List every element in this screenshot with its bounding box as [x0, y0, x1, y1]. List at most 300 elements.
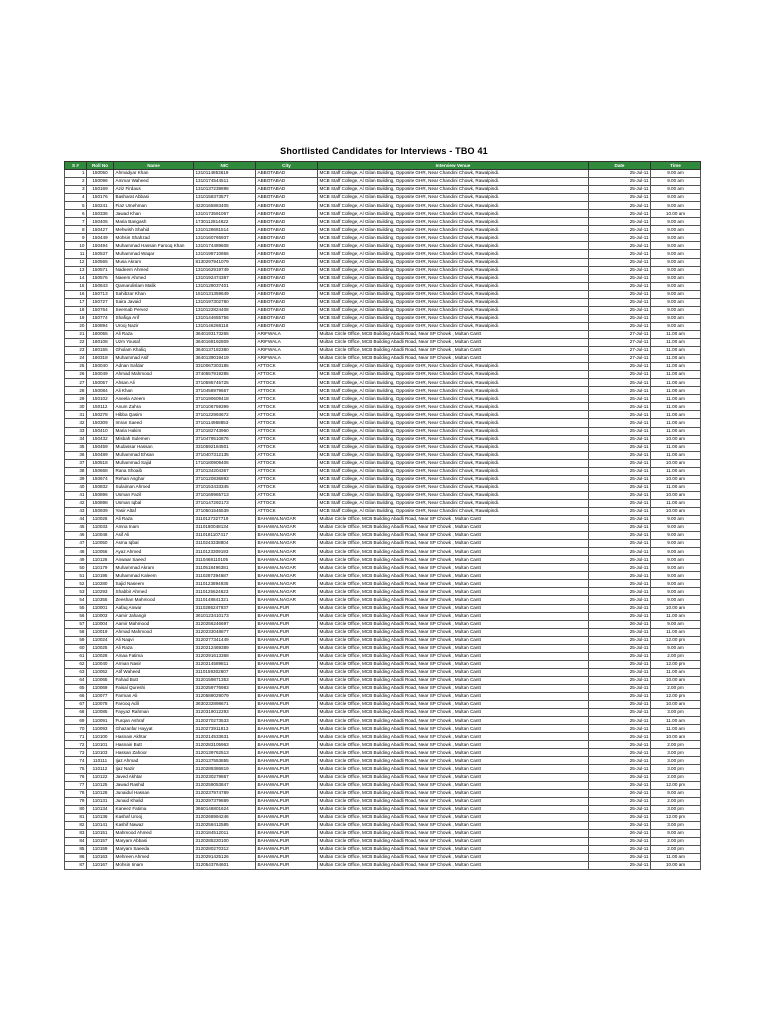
cell-sno: 48 — [65, 548, 87, 556]
cell-roll-no: 150278 — [87, 411, 114, 419]
cell-venue: Multan Circle Office, MCB Building Abadli Road, Near SP Chowk , Multan Cantt — [318, 556, 589, 564]
cell-nic: 3710501546539 — [194, 507, 256, 515]
cell-nic: 3120285220100 — [194, 837, 256, 845]
cell-name: Kaneez Fatima — [114, 805, 194, 813]
cell-sno: 44 — [65, 516, 87, 524]
cell-venue: MCB Staff College, Al Gilan Building, Opposite GHR, Near Chandini Chowk, Rawalpindi. — [318, 395, 589, 403]
cell-nic: 3120214533631 — [194, 733, 256, 741]
table-row — [65, 596, 701, 604]
cell-date: 25-Jul-11 — [589, 210, 651, 218]
cell-roll-no: 150668 — [87, 467, 114, 475]
table-row — [65, 403, 701, 411]
cell-nic: 3110468110105 — [194, 556, 256, 564]
cell-date: 25-Jul-11 — [589, 773, 651, 781]
cell-city: ATTOCK — [256, 371, 318, 379]
cell-venue: MCB Staff College, Al Gilan Building, Opposite GHR, Near Chandini Chowk, Rawalpindi. — [318, 210, 589, 218]
table-row — [65, 516, 701, 524]
cell-nic: 3710190609418 — [194, 395, 256, 403]
col-header-time: Time — [651, 162, 701, 170]
cell-nic: 1310192474387 — [194, 274, 256, 282]
cell-time: 11.00 am — [651, 628, 701, 636]
cell-time: 2.00 pm — [651, 773, 701, 781]
cell-sno: 63 — [65, 668, 87, 676]
cell-date: 25-Jul-11 — [589, 427, 651, 435]
cell-date: 25-Jul-11 — [589, 741, 651, 749]
cell-nic: 3110123894935 — [194, 580, 256, 588]
cell-sno: 69 — [65, 717, 87, 725]
cell-roll-no: 110026 — [87, 516, 114, 524]
cell-venue: Multan Circle Office, MCB Building Abadli Road, Near SP Chowk , Multan Cantt — [318, 355, 589, 363]
cell-time: 11.00 am — [651, 853, 701, 861]
cell-date: 25-Jul-11 — [589, 628, 651, 636]
cell-time: 9.00 am — [651, 532, 701, 540]
table-row — [65, 347, 701, 355]
cell-roll-no: 110091 — [87, 717, 114, 725]
cell-venue: Multan Circle Office, MCB Building Abadli Road, Near SP Chowk , Multan Cantt — [318, 733, 589, 741]
cell-sno: 6 — [65, 210, 87, 218]
cell-sno: 66 — [65, 693, 87, 701]
cell-venue: MCB Staff College, Al Gilan Building, Opposite GHR, Near Chandini Chowk, Rawalpindi. — [318, 507, 589, 515]
cell-nic: 1310160765937 — [194, 234, 256, 242]
cell-city: ATTOCK — [256, 435, 318, 443]
table-row — [65, 218, 701, 226]
cell-time: 11.00 am — [651, 411, 701, 419]
cell-roll-no: 180055 — [87, 330, 114, 338]
cell-name: Sahibzar Khan — [114, 290, 194, 298]
cell-city: BAHAWALPUR — [256, 765, 318, 773]
table-row — [65, 813, 701, 821]
cell-name: Muhammad Kaleem — [114, 572, 194, 580]
cell-name: Nadeem Ahmed — [114, 266, 194, 274]
cell-name: Mehreen Ahmed — [114, 853, 194, 861]
cell-city: ABBOTABAD — [256, 290, 318, 298]
cell-sno: 32 — [65, 419, 87, 427]
cell-venue: Multan Circle Office, MCB Building Abadli Road, Near SP Chowk , Multan Cantt — [318, 725, 589, 733]
cell-nic: 3120184512011 — [194, 829, 256, 837]
cell-name: Ayaz Ahmed — [114, 548, 194, 556]
cell-city: BAHAWALPUR — [256, 725, 318, 733]
table-row — [65, 773, 701, 781]
cell-name: Sajid Naseem — [114, 580, 194, 588]
cell-time: 9.00 am — [651, 226, 701, 234]
cell-date: 25-Jul-11 — [589, 298, 651, 306]
cell-time: 10.00 am — [651, 862, 701, 870]
cell-nic: 3710122993672 — [194, 411, 256, 419]
table-row — [65, 507, 701, 515]
cell-name: Muhammad Waqar — [114, 250, 194, 258]
cell-sno: 54 — [65, 596, 87, 604]
cell-roll-no: 150169 — [87, 186, 114, 194]
cell-name: Usman Fazil — [114, 491, 194, 499]
cell-sno: 20 — [65, 322, 87, 330]
cell-name: Atif Waheed — [114, 668, 194, 676]
cell-roll-no: 110131 — [87, 797, 114, 805]
cell-sno: 21 — [65, 330, 87, 338]
table-row — [65, 757, 701, 765]
cell-roll-no: 110100 — [87, 733, 114, 741]
cell-sno: 11 — [65, 250, 87, 258]
cell-time: 9.00 am — [651, 298, 701, 306]
cell-nic: 3110159302807 — [194, 668, 256, 676]
cell-time: 9.00 am — [651, 580, 701, 588]
cell-nic: 4220165883405 — [194, 202, 256, 210]
cell-name: Ijaz Nazir — [114, 765, 194, 773]
cell-venue: Multan Circle Office, MCB Building Abadli Road, Near SP Chowk , Multan Cantt — [318, 853, 589, 861]
cell-roll-no: 110179 — [87, 564, 114, 572]
cell-venue: Multan Circle Office, MCB Building Abadli Road, Near SP Chowk , Multan Cantt — [318, 821, 589, 829]
cell-nic: 3120137553855 — [194, 757, 256, 765]
cell-roll-no: 150084 — [87, 387, 114, 395]
table-row — [65, 467, 701, 475]
cell-sno: 3 — [65, 186, 87, 194]
cell-sno: 61 — [65, 652, 87, 660]
cell-name: Mahmood Ahmed — [114, 829, 194, 837]
cell-date: 25-Jul-11 — [589, 532, 651, 540]
cell-roll-no: 150489 — [87, 451, 114, 459]
cell-time: 9.00 am — [651, 596, 701, 604]
table-row — [65, 395, 701, 403]
cell-sno: 52 — [65, 580, 87, 588]
cell-nic: 3110123309193 — [194, 548, 256, 556]
cell-time: 2.00 pm — [651, 685, 701, 693]
cell-name: Ammar Waheed — [114, 178, 194, 186]
cell-date: 25-Jul-11 — [589, 805, 651, 813]
cell-venue: MCB Staff College, Al Gilan Building, Opposite GHR, Near Chandini Chowk, Rawalpindi. — [318, 226, 589, 234]
cell-roll-no: 110056 — [87, 548, 114, 556]
table-row — [65, 620, 701, 628]
cell-venue: MCB Staff College, Al Gilan Building, Opposite GHR, Near Chandini Chowk, Rawalpindi. — [318, 242, 589, 250]
cell-sno: 42 — [65, 499, 87, 507]
cell-time: 9.00 am — [651, 170, 701, 178]
cell-city: ATTOCK — [256, 483, 318, 491]
cell-time: 11.00 am — [651, 330, 701, 338]
cell-venue: MCB Staff College, Al Gilan Building, Opposite GHR, Near Chandini Chowk, Rawalpindi. — [318, 427, 589, 435]
cell-date: 25-Jul-11 — [589, 395, 651, 403]
table-row — [65, 781, 701, 789]
table-row — [65, 604, 701, 612]
cell-venue: Multan Circle Office, MCB Building Abadli Road, Near SP Chowk , Multan Cantt — [318, 805, 589, 813]
cell-name: Jawad Rashid — [114, 781, 194, 789]
cell-sno: 26 — [65, 371, 87, 379]
cell-name: Shabbir Ahmed — [114, 588, 194, 596]
cell-venue: Multan Circle Office, MCB Building Abadli Road, Near SP Chowk , Multan Cantt — [318, 701, 589, 709]
cell-time: 10.00 am — [651, 475, 701, 483]
cell-nic: 3310592184501 — [194, 443, 256, 451]
col-header-name: Name — [114, 162, 194, 170]
cell-roll-no: 110280 — [87, 580, 114, 588]
cell-name: Muhammad Akram — [114, 564, 194, 572]
cell-sno: 45 — [65, 524, 87, 532]
cell-sno: 1 — [65, 170, 87, 178]
cell-time: 9.00 am — [651, 548, 701, 556]
cell-roll-no: 150102 — [87, 395, 114, 403]
cell-date: 25-Jul-11 — [589, 435, 651, 443]
table-row — [65, 765, 701, 773]
cell-venue: Multan Circle Office, MCB Building Abadli Road, Near SP Chowk , Multan Cantt — [318, 709, 589, 717]
cell-venue: MCB Staff College, Al Gilan Building, Opposite GHR, Near Chandini Chowk, Rawalpindi. — [318, 499, 589, 507]
table-row — [65, 451, 701, 459]
cell-sno: 76 — [65, 773, 87, 781]
cell-date: 25-Jul-11 — [589, 186, 651, 194]
cell-sno: 36 — [65, 451, 87, 459]
table-row — [65, 210, 701, 218]
cell-venue: Multan Circle Office, MCB Building Abadli Road, Near SP Chowk , Multan Cantt — [318, 540, 589, 548]
cell-sno: 71 — [65, 733, 87, 741]
cell-roll-no: 110195 — [87, 572, 114, 580]
cell-time: 9.00 am — [651, 556, 701, 564]
cell-time: 11.00 am — [651, 371, 701, 379]
table-row — [65, 483, 701, 491]
cell-venue: MCB Staff College, Al Gilan Building, Opposite GHR, Near Chandini Chowk, Rawalpindi. — [318, 459, 589, 467]
cell-roll-no: 110033 — [87, 524, 114, 532]
cell-venue: MCB Staff College, Al Gilan Building, Opposite GHR, Near Chandini Chowk, Rawalpindi. — [318, 322, 589, 330]
table-row — [65, 628, 701, 636]
cell-time: 12.00 pm — [651, 693, 701, 701]
cell-date: 25-Jul-11 — [589, 459, 651, 467]
cell-nic: 3120214589811 — [194, 660, 256, 668]
cell-nic: 3710106759399 — [194, 403, 256, 411]
cell-venue: Multan Circle Office, MCB Building Abadli Road, Near SP Chowk , Multan Cantt — [318, 660, 589, 668]
cell-time: 9.00 am — [651, 186, 701, 194]
cell-date: 25-Jul-11 — [589, 411, 651, 419]
cell-city: ATTOCK — [256, 507, 318, 515]
cell-nic: 3120256246697 — [194, 620, 256, 628]
cell-name: Misbah Sulemen — [114, 435, 194, 443]
cell-venue: MCB Staff College, Al Gilan Building, Opposite GHR, Near Chandini Chowk, Rawalpindi. — [318, 371, 589, 379]
cell-time: 11.00 am — [651, 379, 701, 387]
cell-date: 25-Jul-11 — [589, 845, 651, 853]
cell-city: BAHAWALPUR — [256, 636, 318, 644]
cell-city: ATTOCK — [256, 411, 318, 419]
cell-nic: 3120291425126 — [194, 853, 256, 861]
cell-date: 25-Jul-11 — [589, 218, 651, 226]
table-row — [65, 282, 701, 290]
cell-time: 11.00 am — [651, 443, 701, 451]
table-row — [65, 668, 701, 676]
cell-roll-no: 110125 — [87, 781, 114, 789]
table-row — [65, 459, 701, 467]
cell-sno: 64 — [65, 676, 87, 684]
cell-venue: MCB Staff College, Al Gilan Building, Opposite GHR, Near Chandini Chowk, Rawalpindi. — [318, 314, 589, 322]
table-row — [65, 572, 701, 580]
cell-sno: 30 — [65, 403, 87, 411]
cell-venue: Multan Circle Office, MCB Building Abadli Road, Near SP Chowk , Multan Cantt — [318, 773, 589, 781]
cell-sno: 65 — [65, 685, 87, 693]
cell-time: 9.00 am — [651, 234, 701, 242]
table-row — [65, 178, 701, 186]
table-row — [65, 845, 701, 853]
cell-roll-no: 110163 — [87, 853, 114, 861]
cell-nic: 3120589029079 — [194, 693, 256, 701]
cell-date: 25-Jul-11 — [589, 242, 651, 250]
cell-city: BAHAWALPUR — [256, 837, 318, 845]
table-row — [65, 371, 701, 379]
cell-time: 12.00 pm — [651, 636, 701, 644]
cell-city: BAHAWALPUR — [256, 717, 318, 725]
table-row — [65, 741, 701, 749]
cell-venue: Multan Circle Office, MCB Building Abadli Road, Near SP Chowk , Multan Cantt — [318, 676, 589, 684]
cell-date: 25-Jul-11 — [589, 709, 651, 717]
cell-nic: 3710153433345 — [194, 483, 256, 491]
cell-date: 25-Jul-11 — [589, 676, 651, 684]
cell-city: BAHAWALNAGAR — [256, 516, 318, 524]
cell-sno: 86 — [65, 853, 87, 861]
table-row — [65, 821, 701, 829]
cell-name: Ali Raza — [114, 644, 194, 652]
cell-roll-no: 150939 — [87, 507, 114, 515]
cell-city: ABBOTABAD — [256, 298, 318, 306]
cell-time: 9.00 am — [651, 322, 701, 330]
cell-city: ABBOTABAD — [256, 210, 318, 218]
cell-name: Faisal Qureshi — [114, 685, 194, 693]
cell-name: Furqan Ashraf — [114, 717, 194, 725]
cell-roll-no: 150057 — [87, 379, 114, 387]
cell-city: BAHAWALPUR — [256, 845, 318, 853]
table-row — [65, 290, 701, 298]
cell-venue: Multan Circle Office, MCB Building Abadli Road, Near SP Chowk , Multan Cantt — [318, 749, 589, 757]
cell-city: BAHAWALPUR — [256, 805, 318, 813]
cell-time: 9.00 am — [651, 314, 701, 322]
table-row — [65, 636, 701, 644]
cell-name: Muhammad Asif — [114, 355, 194, 363]
table-row — [65, 298, 701, 306]
cell-name: Imran Saeed — [114, 419, 194, 427]
cell-name: Hasnain Butt — [114, 741, 194, 749]
cell-time: 9.00 am — [651, 306, 701, 314]
cell-sno: 81 — [65, 813, 87, 821]
cell-city: ABBOTABAD — [256, 282, 318, 290]
cell-city: ATTOCK — [256, 387, 318, 395]
cell-venue: Multan Circle Office, MCB Building Abadli Road, Near SP Chowk , Multan Cantt — [318, 668, 589, 676]
cell-nic: 1310128681514 — [194, 226, 256, 234]
cell-venue: Multan Circle Office, MCB Building Abadli Road, Near SP Chowk , Multan Cantt — [318, 580, 589, 588]
cell-name: Junaid Khalid — [114, 797, 194, 805]
table-row — [65, 652, 701, 660]
cell-date: 25-Jul-11 — [589, 596, 651, 604]
table-row — [65, 676, 701, 684]
cell-time: 12.00 pm — [651, 781, 701, 789]
cell-name: Ijaz Ahmad — [114, 757, 194, 765]
cell-city: ARIFWALA — [256, 347, 318, 355]
cell-time: 9.00 am — [651, 202, 701, 210]
cell-venue: Multan Circle Office, MCB Building Abadli Road, Near SP Chowk , Multan Cantt — [318, 837, 589, 845]
cell-venue: MCB Staff College, Al Gilan Building, Opposite GHR, Near Chandini Chowk, Rawalpindi. — [318, 491, 589, 499]
cell-name: Muhammad Hassan Farooq Khan — [114, 242, 194, 250]
table-row — [65, 588, 701, 596]
cell-city: BAHAWALPUR — [256, 789, 318, 797]
cell-name: Maryam Saeeda — [114, 845, 194, 853]
cell-time: 11.00 am — [651, 387, 701, 395]
cell-venue: Multan Circle Office, MCB Building Abadli Road, Near SP Chowk , Multan Cantt — [318, 548, 589, 556]
cell-date: 25-Jul-11 — [589, 660, 651, 668]
cell-date: 25-Jul-11 — [589, 282, 651, 290]
cell-time: 11.00 am — [651, 403, 701, 411]
cell-nic: 3120230279867 — [194, 773, 256, 781]
cell-sno: 43 — [65, 507, 87, 515]
cell-name: Yasir Altaf — [114, 507, 194, 515]
cell-sno: 22 — [65, 338, 87, 346]
cell-roll-no: 150518 — [87, 459, 114, 467]
cell-nic: 1310122824408 — [194, 306, 256, 314]
cell-sno: 4 — [65, 194, 87, 202]
cell-date: 25-Jul-11 — [589, 837, 651, 845]
cell-sno: 9 — [65, 234, 87, 242]
table-row — [65, 274, 701, 282]
cell-nic: 1310114853619 — [194, 170, 256, 178]
cell-sno: 49 — [65, 556, 87, 564]
cell-name: Maria Hakim — [114, 427, 194, 435]
cell-venue: Multan Circle Office, MCB Building Abadli Road, Near SP Chowk , Multan Cantt — [318, 564, 589, 572]
table-row — [65, 862, 701, 870]
cell-sno: 19 — [65, 314, 87, 322]
cell-city: ATTOCK — [256, 475, 318, 483]
cell-nic: 3640168192809 — [194, 338, 256, 346]
cell-venue: Multan Circle Office, MCB Building Abadli Road, Near SP Chowk , Multan Cantt — [318, 612, 589, 620]
cell-date: 25-Jul-11 — [589, 540, 651, 548]
cell-time: 9.00 am — [651, 194, 701, 202]
cell-date: 25-Jul-11 — [589, 234, 651, 242]
cell-nic: 3120297379889 — [194, 797, 256, 805]
cell-sno: 46 — [65, 532, 87, 540]
cell-nic: 3120237974789 — [194, 789, 256, 797]
cell-time: 9.00 am — [651, 644, 701, 652]
col-header-roll: Roll No — [87, 162, 114, 170]
cell-venue: Multan Circle Office, MCB Building Abadli Road, Near SP Chowk , Multan Cantt — [318, 338, 589, 346]
cell-nic: 3120289386819 — [194, 765, 256, 773]
cell-sno: 78 — [65, 789, 87, 797]
cell-nic: 3740557919285 — [194, 371, 256, 379]
cell-name: Arman Nasir — [114, 660, 194, 668]
cell-date: 26-Jul-11 — [589, 789, 651, 797]
cell-date: 25-Jul-11 — [589, 451, 651, 459]
cell-city: BAHAWALPUR — [256, 676, 318, 684]
cell-roll-no: 110112 — [87, 765, 114, 773]
cell-nic: 1310174489608 — [194, 242, 256, 250]
cell-date: 25-Jul-11 — [589, 797, 651, 805]
cell-date: 25-Jul-11 — [589, 419, 651, 427]
cell-city: BAHAWALNAGAR — [256, 564, 318, 572]
table-row — [65, 226, 701, 234]
cell-roll-no: 110157 — [87, 837, 114, 845]
cell-name: Maria Bangash — [114, 218, 194, 226]
cell-name: Mudassar Hassan — [114, 443, 194, 451]
cell-date: 25-Jul-11 — [589, 467, 651, 475]
cell-city: ABBOTABAD — [256, 258, 318, 266]
cell-roll-no: 110003 — [87, 612, 114, 620]
cell-name: Farman Ali — [114, 693, 194, 701]
cell-date: 27-Jul-11 — [589, 338, 651, 346]
cell-venue: Multan Circle Office, MCB Building Abadli Road, Near SP Chowk , Multan Cantt — [318, 636, 589, 644]
cell-venue: MCB Staff College, Al Gilan Building, Opposite GHR, Near Chandini Chowk, Rawalpindi. — [318, 290, 589, 298]
cell-time: 9.00 am — [651, 266, 701, 274]
cell-roll-no: 110128 — [87, 789, 114, 797]
cell-sno: 31 — [65, 411, 87, 419]
cell-roll-no: 150096 — [87, 178, 114, 186]
cell-city: BAHAWALNAGAR — [256, 540, 318, 548]
cell-city: BAHAWALNAGAR — [256, 532, 318, 540]
cell-name: Fiaz Umehman — [114, 202, 194, 210]
cell-name: Seemab Pervez — [114, 306, 194, 314]
cell-nic: 3120258412585 — [194, 821, 256, 829]
cell-roll-no: 150565 — [87, 258, 114, 266]
cell-city: BAHAWALPUR — [256, 741, 318, 749]
cell-date: 25-Jul-11 — [589, 862, 651, 870]
cell-roll-no: 150241 — [87, 202, 114, 210]
cell-date: 25-Jul-11 — [589, 202, 651, 210]
cell-name: Zeeshan Mahmood — [114, 596, 194, 604]
cell-roll-no: 180155 — [87, 347, 114, 355]
cell-sno: 7 — [65, 218, 87, 226]
